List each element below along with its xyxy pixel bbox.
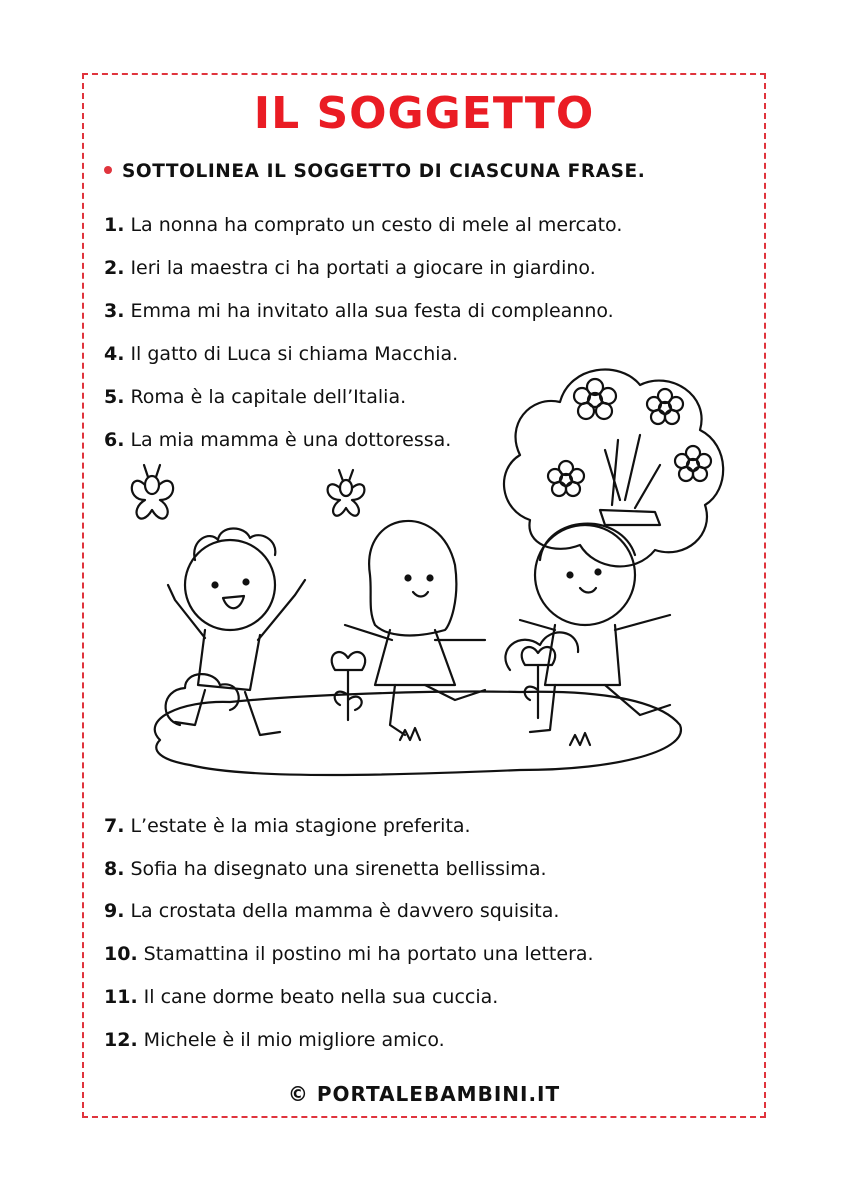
sentence-3: [104, 300, 614, 322]
girl-middle: [345, 521, 485, 735]
sentence-text: Il cane dorme beato nella sua cuccia.: [143, 986, 499, 1008]
bullet-icon: [104, 166, 112, 174]
footer-copyright: © PORTALEBAMBINI.IT: [287, 1082, 561, 1106]
sentence-text: Il gatto di Luca si chiama Macchia.: [130, 343, 459, 365]
sentence-text: Ieri la maestra ci ha portati a giocare in giardino.: [130, 257, 596, 279]
sentence-text: La crostata della mamma è davvero squisita.: [130, 900, 560, 922]
sentence-11: [104, 986, 498, 1008]
sentence-text: La nonna ha comprato un cesto di mele al mercato.: [130, 214, 623, 236]
sentence-number: 10.: [104, 943, 138, 965]
sentence-9: [104, 900, 559, 922]
page-title: IL SOGGETTO: [253, 88, 595, 139]
sentence-number: 5.: [104, 386, 125, 408]
sentence-7: [104, 815, 471, 837]
sentence-text: Stamattina il postino mi ha portato una lettera.: [143, 943, 594, 965]
sentence-text: Roma è la capitale dell’Italia.: [130, 386, 407, 408]
sentence-2: [104, 257, 596, 279]
sentence-number: 4.: [104, 343, 125, 365]
sentence-1: [104, 214, 622, 236]
sentence-8: [104, 858, 547, 880]
sentence-12: [104, 1029, 445, 1051]
sentence-10: [104, 943, 594, 965]
sentence-text: La mia mamma è una dottoressa.: [130, 429, 452, 451]
sentence-number: 2.: [104, 257, 125, 279]
butterfly-icon: [132, 465, 173, 519]
sentence-number: 1.: [104, 214, 125, 236]
sentence-number: 7.: [104, 815, 125, 837]
boy-right: [520, 524, 670, 732]
sentence-number: 9.: [104, 900, 125, 922]
sentence-number: 6.: [104, 429, 125, 451]
instruction: [104, 161, 645, 182]
sentence-text: Michele è il mio migliore amico.: [143, 1029, 445, 1051]
sentence-number: 12.: [104, 1029, 138, 1051]
sentence-number: 8.: [104, 858, 125, 880]
sentence-number: 3.: [104, 300, 125, 322]
sentence-number: 11.: [104, 986, 138, 1008]
sentence-text: Emma mi ha invitato alla sua festa di compleanno.: [130, 300, 614, 322]
sentence-text: L’estate è la mia stagione preferita.: [130, 815, 471, 837]
children-playing-illustration: [100, 340, 740, 790]
instruction-text: SOTTOLINEA IL SOGGETTO DI CIASCUNA FRASE.: [122, 161, 646, 182]
flower-icon: [574, 379, 616, 419]
sentence-text: Sofia ha disegnato una sirenetta bellissima.: [130, 858, 547, 880]
butterfly-icon: [328, 470, 365, 516]
